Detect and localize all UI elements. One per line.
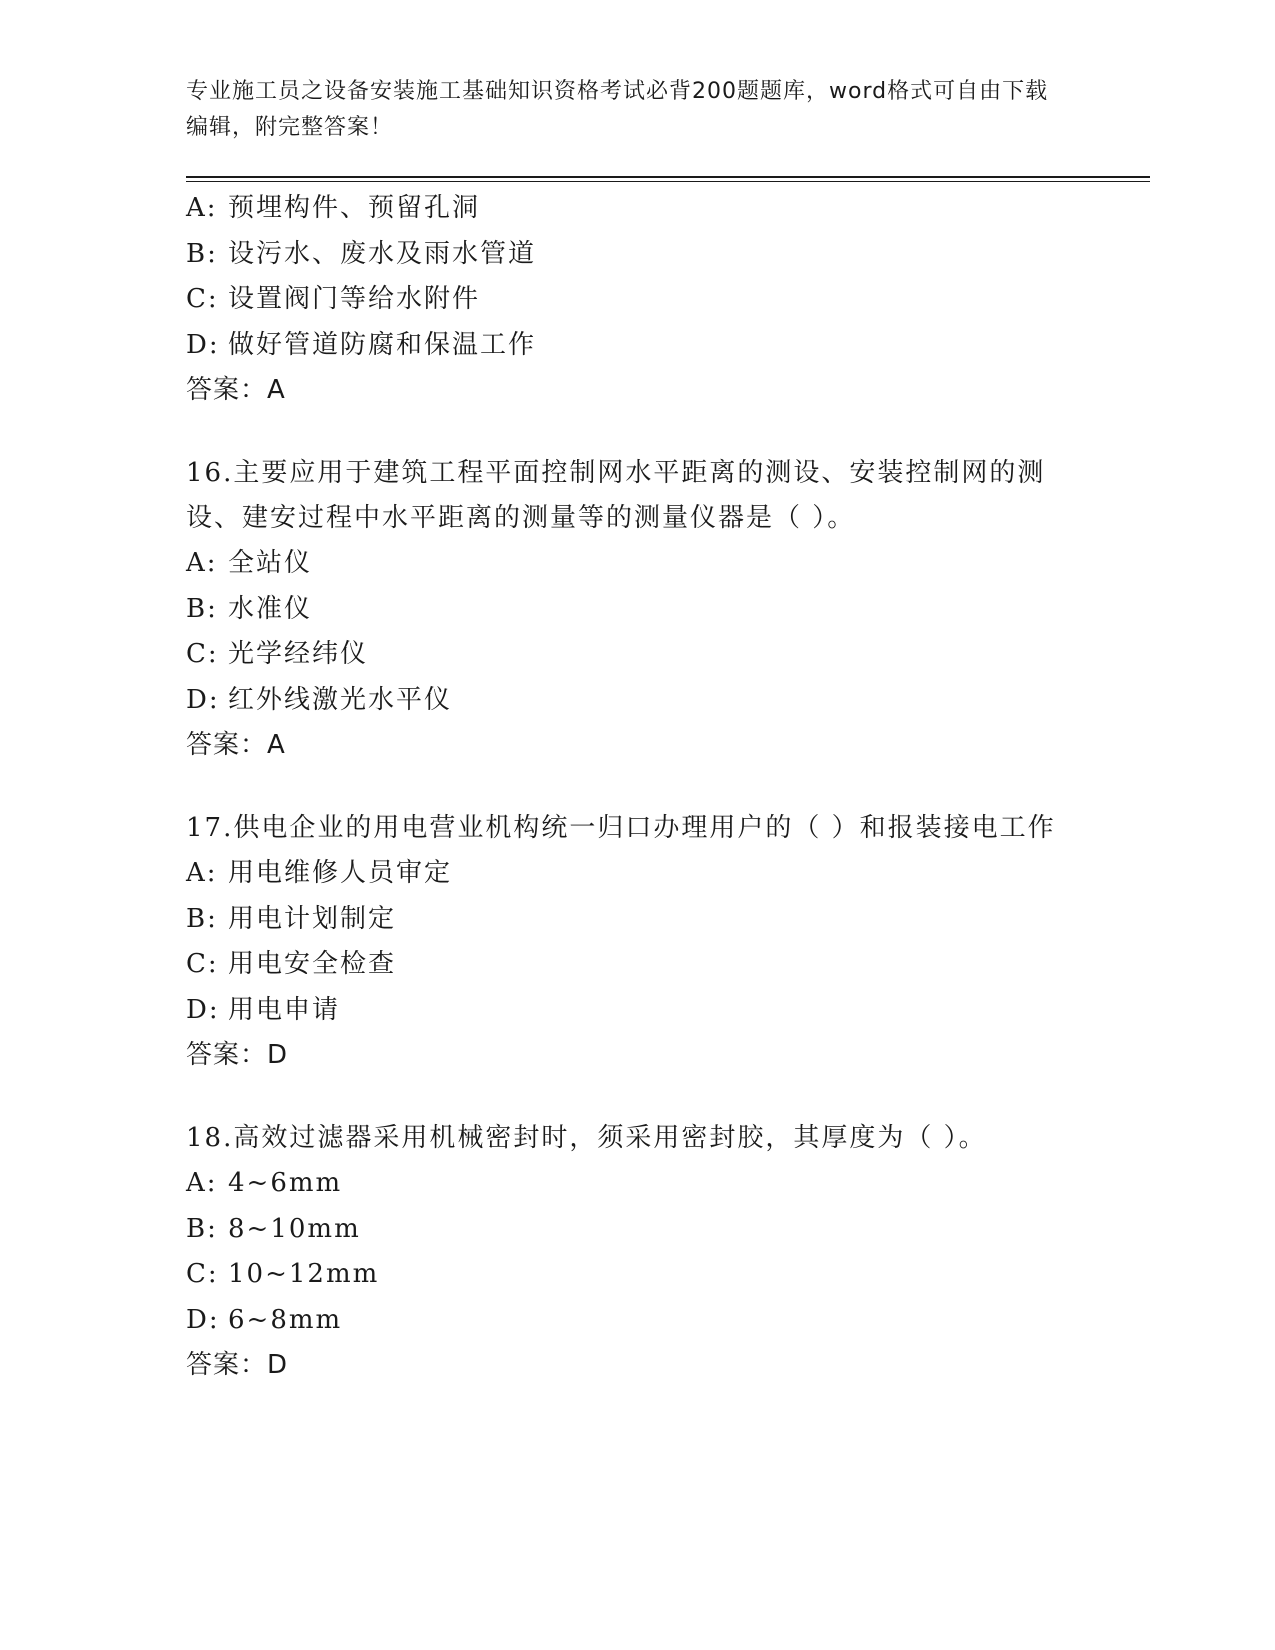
option-letter: B:: [186, 593, 218, 624]
option-text: 6~8mm: [228, 1304, 343, 1335]
option-letter: D:: [186, 994, 220, 1025]
option-a: [186, 1161, 1066, 1207]
option-letter: C:: [186, 639, 219, 669]
option-a: [186, 851, 1066, 897]
option-text: 红外线激光水平仪: [228, 684, 453, 715]
option-letter: A:: [186, 193, 218, 223]
option-letter: D:: [186, 329, 220, 360]
option-d: [186, 988, 1066, 1034]
option-letter: A:: [186, 858, 218, 888]
option-letter: C:: [186, 284, 219, 314]
question-block-16: [186, 451, 1066, 768]
option-letter: B:: [186, 238, 218, 269]
option-text: 用电计划制定: [228, 903, 397, 934]
option-text: 做好管道防腐和保温工作: [228, 329, 537, 360]
option-d: [186, 678, 1066, 724]
answer-line: 答案：A: [186, 730, 286, 760]
option-text: 用电安全检查: [228, 949, 397, 979]
option-b: [186, 897, 1066, 943]
document-header-title: 专业施工员之设备安装施工基础知识资格考试必背200题题库，word格式可自由下载编辑，附完整答案！: [186, 79, 1049, 140]
option-text: 8~10mm: [228, 1213, 361, 1244]
header-divider-thin: [186, 181, 1150, 182]
option-d: [186, 323, 1066, 369]
question-stem: 18.高效过滤器采用机械密封时，须采用密封胶，其厚度为（ ）。: [186, 1123, 987, 1153]
option-letter: A:: [186, 1168, 218, 1198]
question-block-17: [186, 806, 1066, 1078]
question-block-18: [186, 1116, 1066, 1388]
option-b: [186, 1207, 1066, 1253]
option-text: 水准仪: [228, 593, 313, 624]
option-text: 设置阀门等给水附件: [228, 284, 481, 314]
option-c: [186, 1252, 1066, 1298]
option-letter: B:: [186, 1213, 218, 1244]
option-letter: D:: [186, 1304, 220, 1335]
option-letter: A:: [186, 548, 218, 578]
answer-line: 答案：A: [186, 375, 286, 405]
option-letter: D:: [186, 684, 220, 715]
option-b: [186, 587, 1066, 633]
answer-line: 答案：D: [186, 1350, 289, 1380]
option-c: [186, 942, 1066, 988]
option-text: 用电维修人员审定: [228, 858, 453, 888]
option-a: [186, 186, 1066, 232]
question-list: [186, 186, 1066, 1426]
option-text: 预埋构件、预留孔洞: [228, 193, 481, 223]
option-text: 设污水、废水及雨水管道: [228, 238, 537, 269]
option-c: [186, 632, 1066, 678]
option-letter: B:: [186, 903, 218, 934]
option-letter: C:: [186, 949, 219, 979]
option-b: [186, 232, 1066, 278]
option-d: [186, 1298, 1066, 1344]
question-stem: 16.主要应用于建筑工程平面控制网水平距离的测设、安装控制网的测设、建安过程中水平距离的测量等的测量仪器是（ ）。: [186, 458, 1046, 533]
option-text: 全站仪: [228, 548, 313, 578]
option-text: 4~6mm: [228, 1168, 343, 1198]
option-c: [186, 277, 1066, 323]
option-text: 10~12mm: [228, 1259, 380, 1289]
option-letter: C:: [186, 1259, 219, 1289]
option-a: [186, 541, 1066, 587]
header-divider-thick: [186, 176, 1150, 178]
answer-line: 答案：D: [186, 1040, 289, 1070]
option-text: 用电申请: [228, 994, 341, 1025]
question-stem: 17.供电企业的用电营业机构统一归口办理用户的（ ）和报装接电工作: [186, 813, 1056, 843]
option-text: 光学经纬仪: [228, 639, 369, 669]
question-block-15: [186, 186, 1066, 413]
